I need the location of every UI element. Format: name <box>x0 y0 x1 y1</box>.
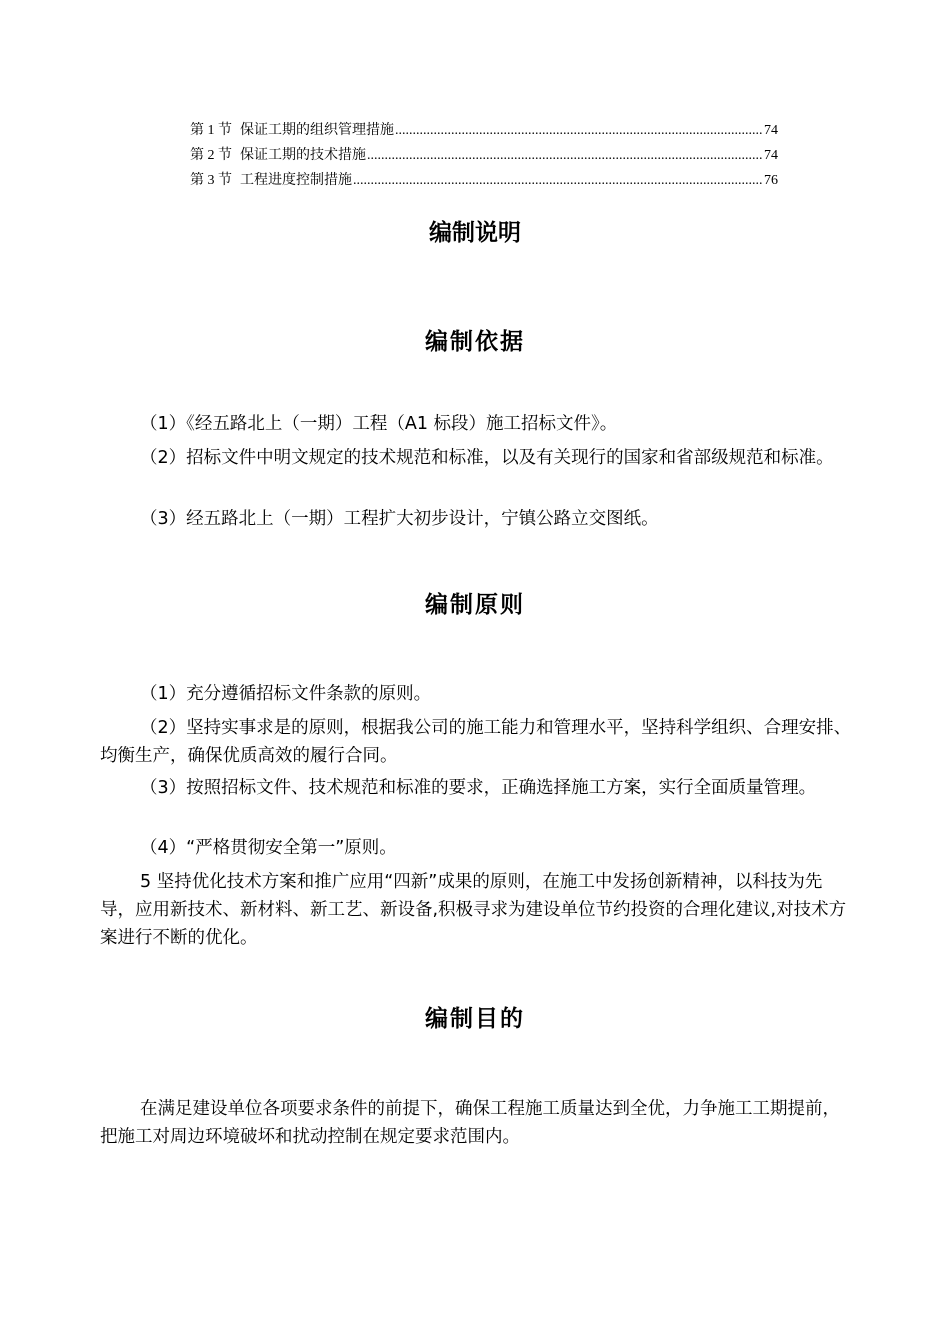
purpose-paragraph: 在满足建设单位各项要求条件的前提下，确保工程施工质量达到全优，力争施工工期提前，把施工对周边环境破坏和扰动控制在规定要求范围内。 <box>100 1099 840 1147</box>
toc-title: 保证工期的技术措施 <box>240 148 366 163</box>
principle-item-2: （2）坚持实事求是的原则，根据我公司的施工能力和管理水平，坚持科学组织、合理安排、均衡生产，确保优质高效的履行合同。 <box>100 718 852 766</box>
principle-item-5: 5 坚持优化技术方案和推广应用“四新”成果的原则，在施工中发扬创新精神，以科技为先导，应用新技术、新材料、新工艺、新设备,积极寻求为建设单位节约投资的合理化建议,对技术方案进行不断的优化。 <box>100 872 847 948</box>
principle-item-3: （3）按照招标文件、技术规范和标准的要求，正确选择施工方案，实行全面质量管理。 <box>140 778 817 798</box>
toc-leader-dots <box>367 143 763 168</box>
heading-explanation: 编制说明 <box>429 220 521 246</box>
toc-entry[interactable] <box>190 118 778 143</box>
toc-entry[interactable] <box>190 143 778 168</box>
toc-title: 工程进度控制措施 <box>240 173 352 188</box>
toc-section-number: 第 2 节 <box>190 148 232 163</box>
toc-section-number: 第 3 节 <box>190 173 232 188</box>
toc-page-number: 74 <box>764 123 778 138</box>
basis-item-2: （2）招标文件中明文规定的技术规范和标准，以及有关现行的国家和省部级规范和标准。 <box>140 448 834 468</box>
heading-basis: 编制依据 <box>425 329 525 355</box>
toc-leader-dots <box>395 118 763 143</box>
basis-item-1: （1）《经五路北上（一期）工程（A1 标段）施工招标文件》。 <box>140 414 618 434</box>
toc-page-number: 76 <box>764 173 778 188</box>
heading-principles: 编制原则 <box>425 592 525 618</box>
toc-entry[interactable] <box>190 168 778 193</box>
toc-page-number: 74 <box>764 148 778 163</box>
toc-section-number: 第 1 节 <box>190 123 232 138</box>
principle-item-1: （1）充分遵循招标文件条款的原则。 <box>140 684 432 704</box>
basis-item-3: （3）经五路北上（一期）工程扩大初步设计，宁镇公路立交图纸。 <box>140 509 659 529</box>
principle-item-4: （4）“严格贯彻安全第一”原则。 <box>140 838 397 858</box>
toc-title: 保证工期的组织管理措施 <box>240 123 394 138</box>
heading-purpose: 编制目的 <box>425 1006 525 1032</box>
toc-leader-dots <box>353 168 763 193</box>
table-of-contents <box>190 118 778 193</box>
